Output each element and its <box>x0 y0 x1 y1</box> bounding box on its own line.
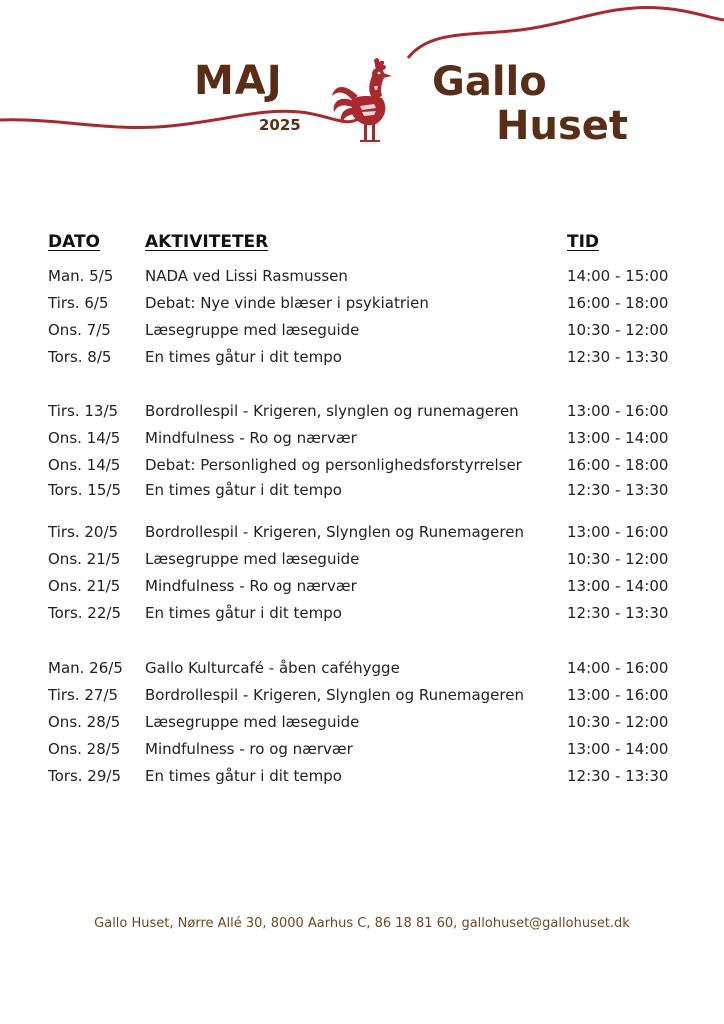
row-activity: Mindfulness - ro og nærvær <box>145 740 353 758</box>
table-row <box>0 740 724 762</box>
row-activity: Læsegruppe med læseguide <box>145 550 360 568</box>
row-time: 13:00 - 14:00 <box>567 429 669 447</box>
row-time: 10:30 - 12:00 <box>567 550 669 568</box>
row-date: Tirs. 13/5 <box>48 402 119 420</box>
row-activity: NADA ved Lissi Rasmussen <box>145 267 348 285</box>
row-activity: Bordrollespil - Krigeren, Slynglen og Runemageren <box>145 523 524 541</box>
row-time: 16:00 - 18:00 <box>567 456 669 474</box>
brand-name-line2: Huset <box>496 103 629 149</box>
row-activity: Læsegruppe med læseguide <box>145 321 360 339</box>
footer-contact: Gallo Huset, Nørre Allé 30, 8000 Aarhus C, 86 18 81 60, gallohuset@gallohuset.dk <box>94 916 630 931</box>
table-row <box>0 686 724 708</box>
row-date: Man. 5/5 <box>48 267 114 285</box>
month-title: MAJ <box>194 58 283 104</box>
row-time: 12:30 - 13:30 <box>567 767 669 785</box>
row-activity: En times gåtur i dit tempo <box>145 767 342 785</box>
header-time: TID <box>567 232 600 252</box>
row-time: 14:00 - 15:00 <box>567 267 669 285</box>
table-row <box>0 550 724 572</box>
row-activity: Læsegruppe med læseguide <box>145 713 360 731</box>
table-row <box>0 429 724 451</box>
row-activity: En times gåtur i dit tempo <box>145 348 342 366</box>
row-time: 14:00 - 16:00 <box>567 659 669 677</box>
row-time: 13:00 - 16:00 <box>567 402 669 420</box>
table-row <box>0 767 724 789</box>
row-date: Ons. 14/5 <box>48 456 121 474</box>
row-time: 13:00 - 16:00 <box>567 523 669 541</box>
row-date: Tirs. 6/5 <box>48 294 109 312</box>
row-time: 10:30 - 12:00 <box>567 713 669 731</box>
row-date: Ons. 14/5 <box>48 429 121 447</box>
table-row <box>0 402 724 424</box>
table-row <box>0 523 724 545</box>
brand-name-line1: Gallo <box>432 59 547 105</box>
row-activity: En times gåtur i dit tempo <box>145 604 342 622</box>
table-row <box>0 294 724 316</box>
row-activity: Debat: Personlighed og personlighedsforstyrrelser <box>145 456 522 474</box>
table-row <box>0 713 724 735</box>
table-row <box>0 577 724 599</box>
row-activity: Debat: Nye vinde blæser i psykiatrien <box>145 294 429 312</box>
row-time: 13:00 - 16:00 <box>567 686 669 704</box>
row-date: Tors. 15/5 <box>48 481 121 499</box>
table-row <box>0 267 724 289</box>
row-time: 12:30 - 13:30 <box>567 481 669 499</box>
table-row <box>0 659 724 681</box>
rooster-logo <box>330 56 404 148</box>
table-row <box>0 348 724 370</box>
row-date: Tors. 8/5 <box>48 348 112 366</box>
table-row <box>0 481 724 503</box>
header-activity: AKTIVITETER <box>145 232 269 252</box>
row-time: 10:30 - 12:00 <box>567 321 669 339</box>
row-time: 12:30 - 13:30 <box>567 604 669 622</box>
row-activity: Gallo Kulturcafé - åben caféhygge <box>145 659 400 677</box>
row-date: Tirs. 20/5 <box>48 523 119 541</box>
year-label: 2025 <box>259 116 301 134</box>
header-date: DATO <box>48 232 100 252</box>
table-row <box>0 456 724 478</box>
row-time: 16:00 - 18:00 <box>567 294 669 312</box>
row-time: 13:00 - 14:00 <box>567 577 669 595</box>
row-date: Ons. 21/5 <box>48 577 121 595</box>
row-date: Tors. 22/5 <box>48 604 121 622</box>
row-date: Tirs. 27/5 <box>48 686 119 704</box>
row-date: Ons. 21/5 <box>48 550 121 568</box>
row-time: 13:00 - 14:00 <box>567 740 669 758</box>
row-date: Ons. 28/5 <box>48 740 121 758</box>
row-date: Ons. 28/5 <box>48 713 121 731</box>
row-activity: Bordrollespil - Krigeren, slynglen og runemageren <box>145 402 519 420</box>
row-activity: En times gåtur i dit tempo <box>145 481 342 499</box>
row-activity: Bordrollespil - Krigeren, Slynglen og Runemageren <box>145 686 524 704</box>
row-activity: Mindfulness - Ro og nærvær <box>145 577 357 595</box>
row-activity: Mindfulness - Ro og nærvær <box>145 429 357 447</box>
row-date: Man. 26/5 <box>48 659 123 677</box>
row-date: Tors. 29/5 <box>48 767 121 785</box>
table-row <box>0 321 724 343</box>
row-date: Ons. 7/5 <box>48 321 111 339</box>
row-time: 12:30 - 13:30 <box>567 348 669 366</box>
table-row <box>0 604 724 626</box>
